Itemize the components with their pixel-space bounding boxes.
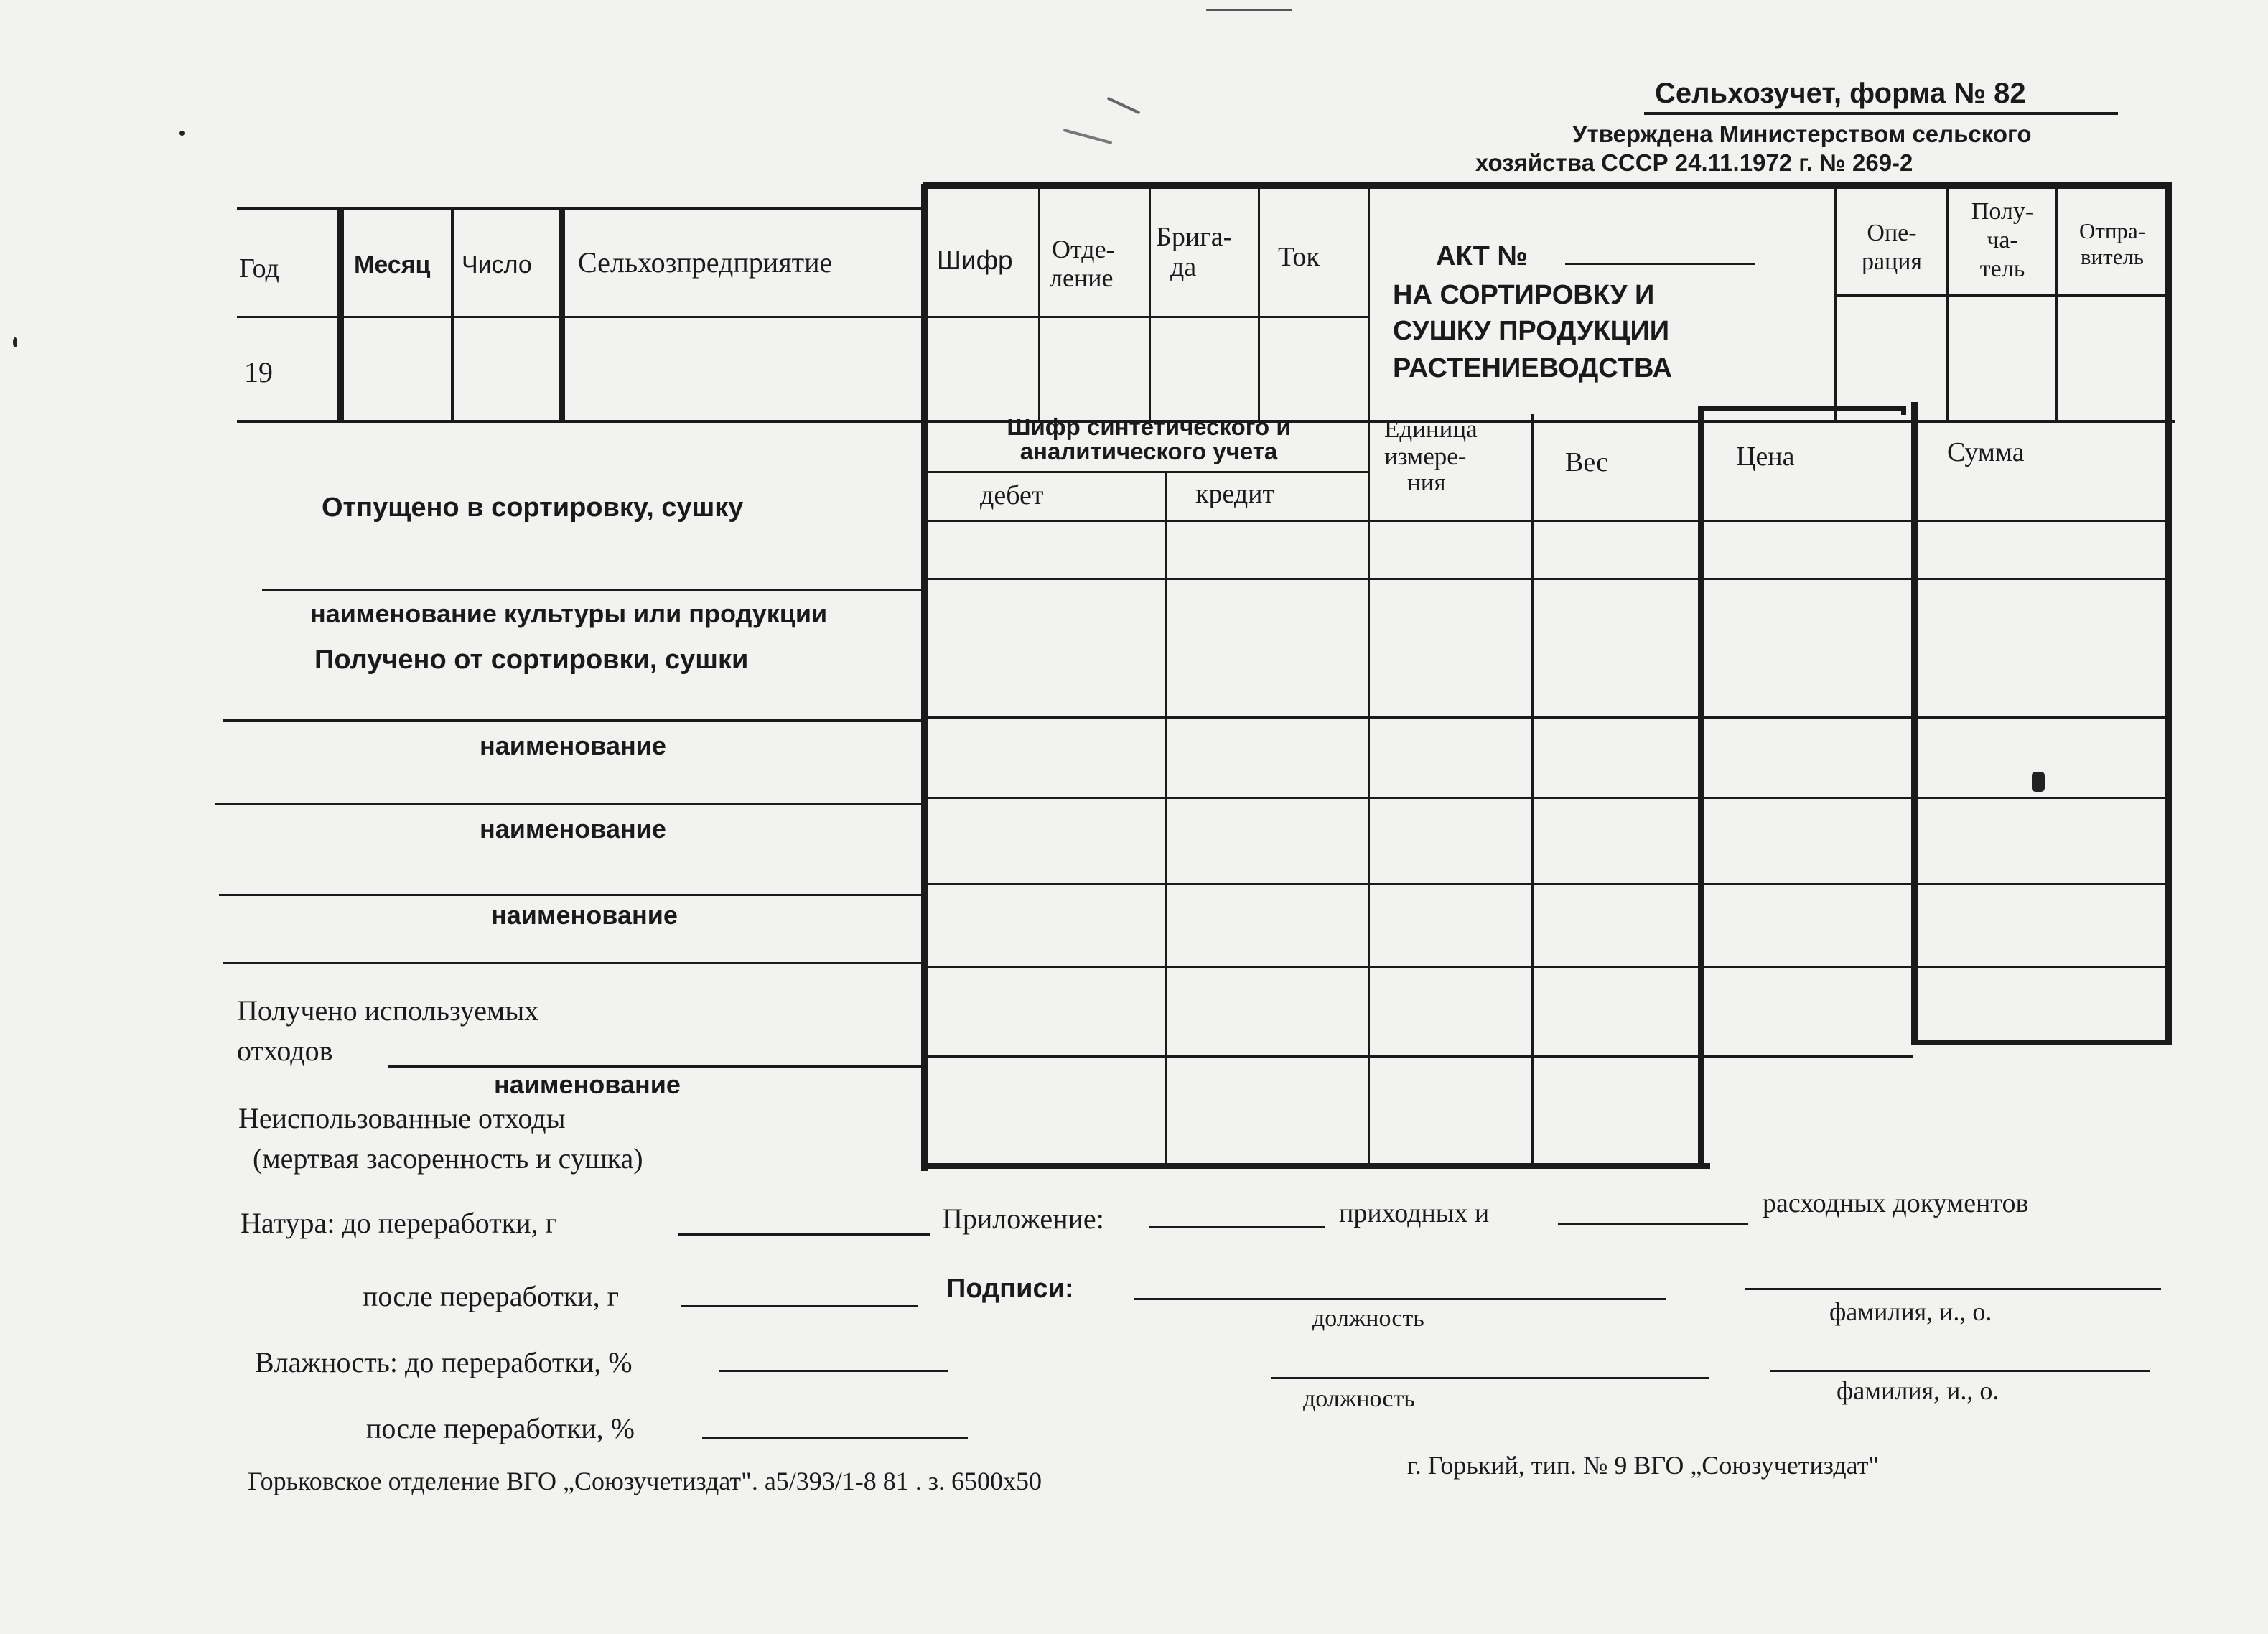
department-label-2: ление <box>1050 263 1114 292</box>
waste-unused-label-2: (мертвая засоренность и сушка) <box>253 1142 643 1175</box>
name-line-sig-2 <box>1770 1370 2150 1372</box>
scan-speck <box>13 337 17 347</box>
scan-speck <box>2032 772 2045 792</box>
code-header-2: аналитического учета <box>1019 438 1278 464</box>
price-label: Цена <box>1736 442 1795 472</box>
name-line-1 <box>215 803 926 805</box>
credit-label: кредит <box>1195 479 1275 509</box>
waste-used-label-1: Получено используемых <box>237 994 539 1027</box>
month-label: Месяц <box>354 251 431 279</box>
unit-label-1: Единица <box>1384 415 1478 443</box>
top-table-mid-line <box>237 316 1368 318</box>
enterprise-label: Сельхозпредприятие <box>578 246 833 279</box>
top-table-dept-brigade-divider <box>1149 187 1151 422</box>
price-sum-divider <box>1911 402 1918 1045</box>
top-table-right-mid-line <box>1834 294 2172 297</box>
row-line-5 <box>926 966 2172 968</box>
row-line-1 <box>926 578 2172 580</box>
receiver-label-1: Полу- <box>1971 198 2034 225</box>
nature-before-line <box>678 1233 930 1236</box>
full-name-caption-2: фамилия, и., о. <box>1837 1376 1999 1405</box>
top-table-year-month-divider <box>337 208 344 422</box>
row-line-6 <box>926 1055 1913 1058</box>
humidity-before-label: Влажность: до переработки, % <box>255 1346 633 1378</box>
weight-price-divider <box>1698 406 1704 1167</box>
day-label: Число <box>462 251 532 279</box>
sum-box-bottom <box>1911 1040 2172 1045</box>
position-caption-1: должность <box>1312 1305 1424 1332</box>
culture-name-caption: наименование культуры или продукции <box>310 599 828 628</box>
name-line-sig-1 <box>1745 1288 2161 1290</box>
top-table-act-operation-divider <box>1834 185 1837 422</box>
unit-label-2: измере- <box>1384 442 1467 470</box>
receiver-label-2: ча- <box>1987 227 2018 253</box>
nature-after-label: после переработки, г <box>363 1280 620 1312</box>
operation-label-1: Опе- <box>1867 220 1917 246</box>
name-line-2 <box>219 894 926 896</box>
act-title-line-3: РАСТЕНИЕВОДСТВА <box>1393 353 1672 383</box>
approval-line-1: Утверждена Министерством сельского <box>1572 121 2032 147</box>
approval-line-2: хозяйства СССР 24.11.1972 г. № 269-2 <box>1475 149 1913 176</box>
humidity-before-line <box>719 1370 948 1372</box>
year-label: Год <box>239 253 279 284</box>
top-table-right-border <box>2165 184 2172 1045</box>
act-title-line-2: СУШКУ ПРОДУКЦИИ <box>1393 316 1670 346</box>
received-line <box>223 719 926 722</box>
released-label: Отпущено в сортировку, сушку <box>322 492 744 523</box>
name-caption-3: наименование <box>491 900 678 930</box>
top-table-tok-act-divider <box>1368 187 1370 1163</box>
form-number-underline <box>1644 112 2118 115</box>
form-number: Сельхозучет, форма № 82 <box>1655 78 2026 109</box>
unit-weight-divider <box>1531 414 1534 1166</box>
act-number-label: АКТ № <box>1436 241 1528 271</box>
price-box-top <box>1698 406 1906 411</box>
outgoing-label: расходных документов <box>1763 1188 2029 1218</box>
sender-label-2: витель <box>2080 244 2145 269</box>
waste-unused-label-1: Неиспользованные отходы <box>238 1102 566 1134</box>
top-table-enterprise-code-divider <box>921 184 928 1171</box>
main-header-bottom <box>926 520 2172 522</box>
threshing-label: Ток <box>1278 242 1320 272</box>
top-table-brigade-tok-divider <box>1258 187 1260 422</box>
printer-info-left: Горьковское отделение ВГО „Союзучетиздат". а5/393/1-8 81 . з. 6500х50 <box>248 1467 1042 1495</box>
top-table-code-dept-divider <box>1038 187 1040 422</box>
scan-speck <box>179 131 185 136</box>
price-right-border <box>1901 406 1906 415</box>
top-table-month-day-divider <box>451 208 454 422</box>
nature-after-line <box>681 1305 918 1307</box>
nature-before-label: Натура: до переработки, г <box>241 1207 557 1239</box>
incoming-label: приходных и <box>1339 1198 1490 1228</box>
sender-label-1: Отпра- <box>2078 218 2146 243</box>
brigade-label-2: да <box>1170 252 1197 282</box>
attachment-line-2 <box>1558 1223 1748 1226</box>
act-title-line-1: НА СОРТИРОВКУ И <box>1393 280 1655 310</box>
code-label: Шифр <box>937 246 1013 275</box>
signature-line-2 <box>1271 1377 1709 1379</box>
weight-label: Вес <box>1565 447 1609 477</box>
waste-used-line <box>388 1065 926 1068</box>
scan-speck <box>1063 129 1113 144</box>
top-table-day-enterprise-divider <box>559 208 565 422</box>
sum-label: Сумма <box>1947 437 2025 467</box>
name-caption-2: наименование <box>480 814 666 844</box>
scan-speck <box>1206 9 1292 11</box>
debit-label: дебет <box>980 480 1044 510</box>
name-line-3 <box>223 962 926 964</box>
main-table-bottom <box>926 1163 1710 1169</box>
scan-speck <box>1106 97 1140 115</box>
act-number-line <box>1565 263 1755 265</box>
row-line-3 <box>926 797 2172 799</box>
attachment-label: Приложение: <box>942 1203 1104 1235</box>
row-line-4 <box>926 883 2172 885</box>
debit-credit-divider <box>1165 473 1167 1166</box>
name-caption-1: наименование <box>480 731 666 760</box>
code-header-1: Шифр синтетического и <box>1007 414 1291 440</box>
received-label: Получено от сортировки, сушки <box>314 645 749 675</box>
attachment-line-1 <box>1149 1226 1325 1228</box>
year-prefix: 19 <box>244 356 273 388</box>
code-header-divider <box>926 471 1370 473</box>
signature-line-1 <box>1134 1298 1666 1300</box>
unit-label-3: ния <box>1407 468 1446 496</box>
humidity-after-label: после переработки, % <box>366 1412 635 1444</box>
receiver-label-3: тель <box>1979 256 2025 282</box>
department-label-1: Отде- <box>1052 235 1115 263</box>
signatures-label: Подписи: <box>946 1274 1074 1304</box>
humidity-after-line <box>702 1437 968 1439</box>
top-table-top-border-bold <box>923 182 2172 189</box>
printer-info-right: г. Горький, тип. № 9 ВГО „Союзучетиздат" <box>1407 1451 1880 1480</box>
brigade-label-1: Брига- <box>1156 222 1233 252</box>
full-name-caption-1: фамилия, и., о. <box>1829 1297 1992 1326</box>
position-caption-2: должность <box>1303 1386 1415 1412</box>
row-line-2 <box>926 716 2172 719</box>
waste-used-label-2: отходов <box>237 1035 333 1067</box>
released-line <box>262 589 926 591</box>
operation-label-2: рация <box>1861 248 1923 275</box>
name-caption-4: наименование <box>494 1070 681 1099</box>
